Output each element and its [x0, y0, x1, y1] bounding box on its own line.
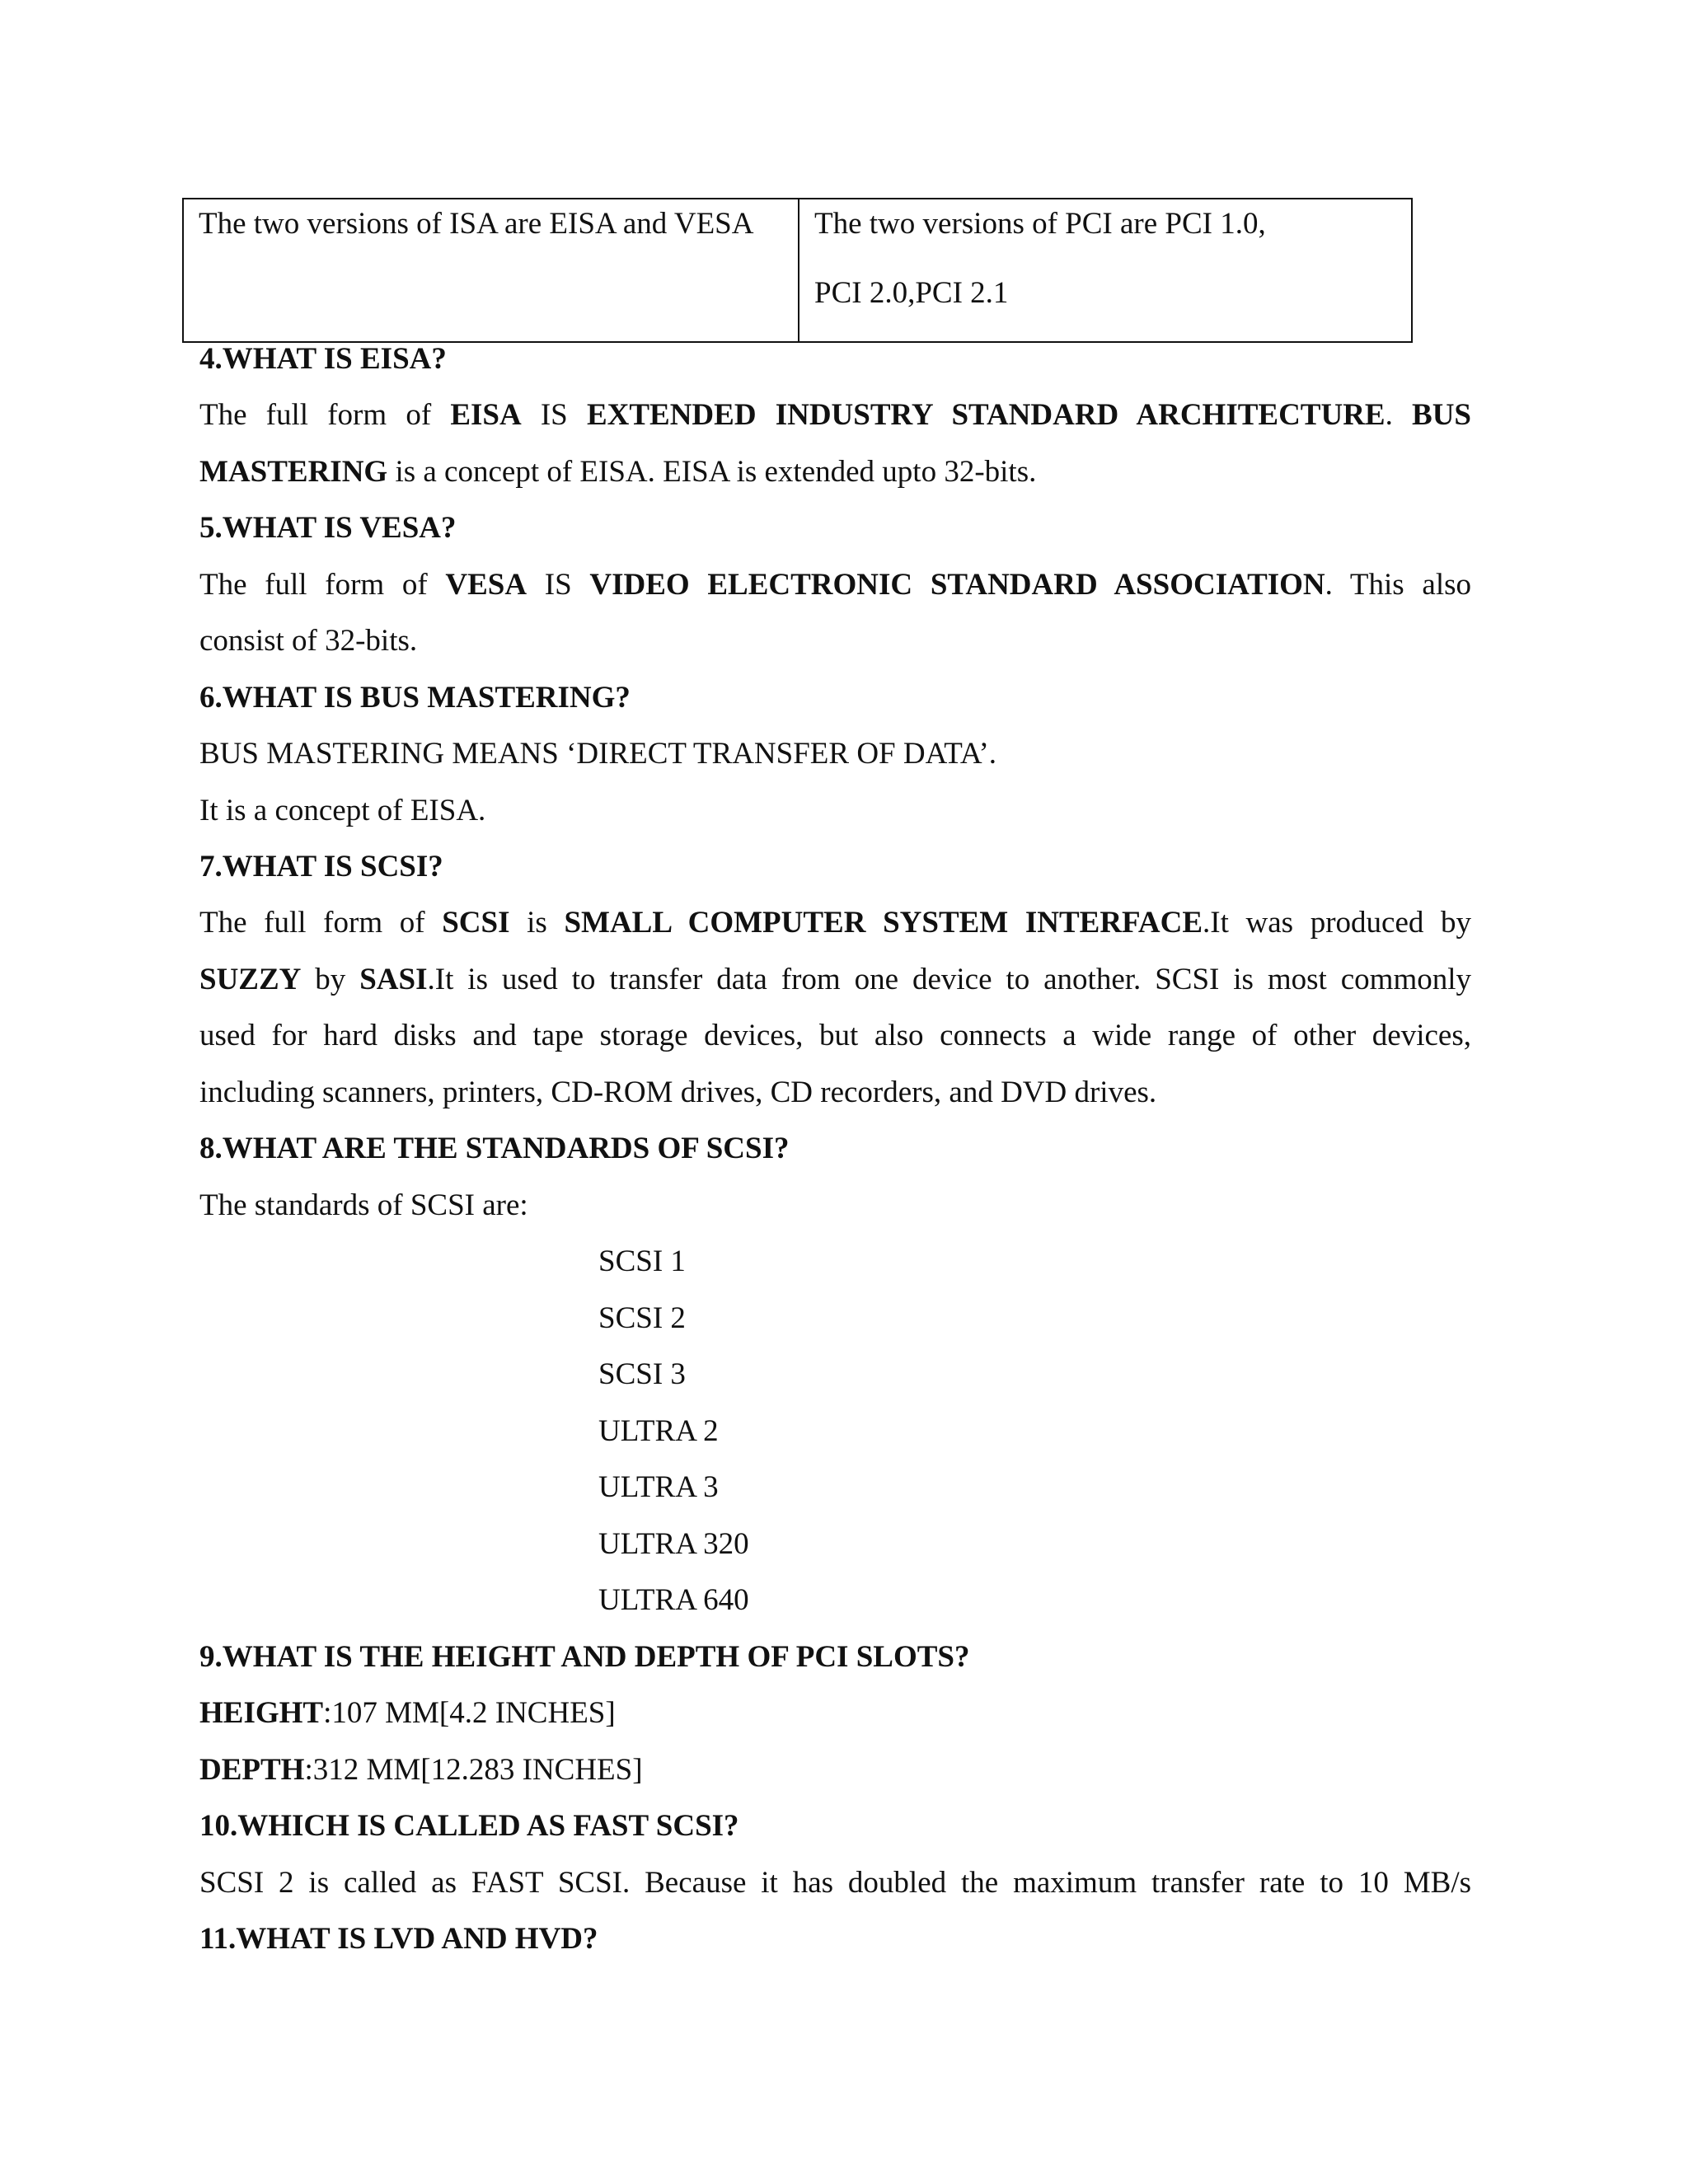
- q8-intro: The standards of SCSI are:: [199, 1188, 528, 1222]
- q6-paragraph-line1: BUS MASTERING MEANS ‘DIRECT TRANSFER OF DATA’.: [199, 737, 997, 771]
- heading-q4: 4.WHAT IS EISA?: [199, 342, 447, 376]
- q9-height-line: HEIGHT:107 MM[4.2 INCHES]: [199, 1696, 616, 1730]
- standard-item: SCSI 2: [598, 1301, 686, 1335]
- q4-paragraph-line2: MASTERING is a concept of EISA. EISA is extended upto 32-bits.: [199, 455, 1037, 489]
- q10-paragraph-line1: SCSI 2 is called as FAST SCSI. Because it has doubled the maximum transfer rate to 10 MB/s: [199, 1866, 1471, 1900]
- heading-q6: 6.WHAT IS BUS MASTERING?: [199, 681, 631, 715]
- q5-paragraph-line2: consist of 32-bits.: [199, 624, 418, 658]
- table-cell-isa: [184, 199, 799, 341]
- standard-item: ULTRA 2: [598, 1414, 719, 1448]
- pci-versions-line2: PCI 2.0,PCI 2.1: [814, 276, 1009, 310]
- standard-item: SCSI 3: [598, 1357, 686, 1391]
- standard-item: ULTRA 640: [598, 1583, 749, 1617]
- q6-paragraph-line2: It is a concept of EISA.: [199, 794, 486, 827]
- q7-paragraph-line2: SUZZY by SASI.It is used to transfer data from one device to another. SCSI is most commonly: [199, 963, 1472, 996]
- q9-depth-line: DEPTH:312 MM[12.283 INCHES]: [199, 1753, 643, 1787]
- heading-q11: 11.WHAT IS LVD AND HVD?: [199, 1922, 598, 1956]
- table-cell-pci: [799, 199, 1411, 341]
- q4-paragraph-line1: The full form of EISA IS EXTENDED INDUSTRY STANDARD ARCHITECTURE. BUS: [199, 398, 1472, 432]
- q7-paragraph-line3: used for hard disks and tape storage devices, but also connects a wide range of other devices,: [199, 1019, 1471, 1052]
- heading-q7: 7.WHAT IS SCSI?: [199, 850, 443, 883]
- heading-q5: 5.WHAT IS VESA?: [199, 511, 457, 545]
- q5-paragraph-line1: The full form of VESA IS VIDEO ELECTRONIC STANDARD ASSOCIATION. This also: [199, 568, 1471, 602]
- heading-q9: 9.WHAT IS THE HEIGHT AND DEPTH OF PCI SLOTS?: [199, 1640, 970, 1674]
- q7-paragraph-line1: The full form of SCSI is SMALL COMPUTER SYSTEM INTERFACE.It was produced by: [199, 906, 1471, 940]
- pci-versions-line1: The two versions of PCI are PCI 1.0,: [814, 207, 1266, 241]
- isa-versions-text: The two versions of ISA are EISA and VESA: [199, 207, 754, 241]
- q7-paragraph-line4: including scanners, printers, CD-ROM drives, CD recorders, and DVD drives.: [199, 1076, 1157, 1109]
- standard-item: ULTRA 3: [598, 1470, 719, 1504]
- standard-item: ULTRA 320: [598, 1527, 749, 1561]
- standard-item: SCSI 1: [598, 1244, 686, 1278]
- comparison-table: [182, 198, 1413, 343]
- heading-q10: 10.WHICH IS CALLED AS FAST SCSI?: [199, 1809, 739, 1843]
- heading-q8: 8.WHAT ARE THE STANDARDS OF SCSI?: [199, 1132, 790, 1165]
